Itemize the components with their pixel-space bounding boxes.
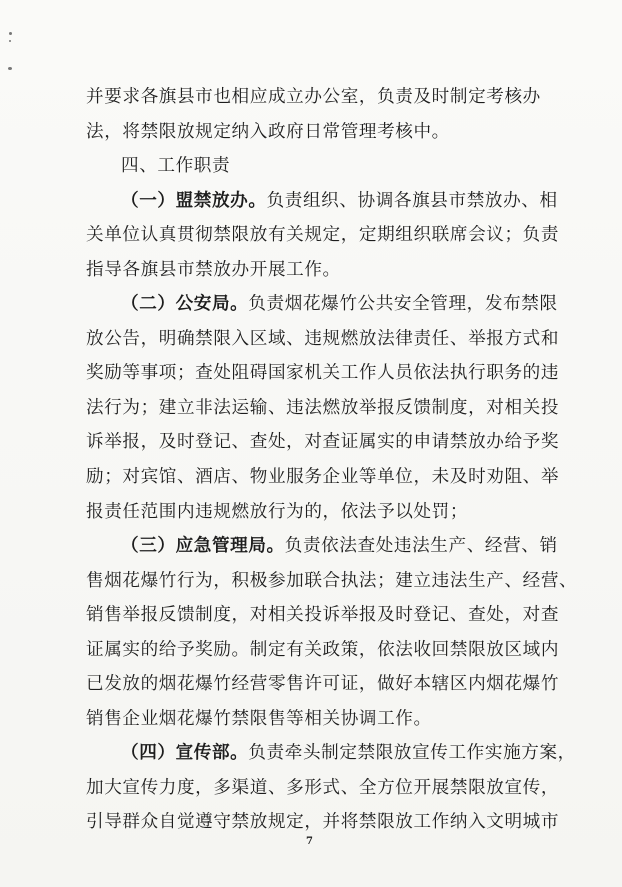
text-line: 奖励等事项；查处阻碍国家机关工作人员依法执行职务的违 [86, 363, 560, 384]
scan-speck [8, 67, 12, 70]
text-line: 法，将禁限放规定纳入政府日常管理考核中。 [86, 121, 450, 142]
item-text: 负责烟花爆竹公共安全管理，发布禁限 [248, 294, 558, 315]
text-line: 指导各旗县市禁放办开展工作。 [86, 259, 341, 280]
scan-speck [9, 40, 11, 42]
text-line: 诉举报，及时登记、查处，对查证属实的申请禁放办给予奖 [86, 432, 560, 453]
text-line: 报责任范围内违规燃放行为的，依法予以处罚； [86, 501, 469, 522]
section-heading: 四、工作职责 [121, 156, 231, 177]
text-line: 加大宣传力度，多渠道、多形式、全方位开展禁限放宣传， [86, 777, 560, 798]
item-first-line [86, 184, 558, 219]
item-text: 负责组织、协调各旗县市禁放办、相 [266, 190, 558, 211]
item-first-line [86, 287, 558, 322]
text-line: 销售举报反馈制度，对相关投诉举报及时登记、查处，对查 [86, 605, 560, 626]
scan-speck [9, 32, 12, 35]
document-body [86, 80, 578, 840]
item-title: （四）宣传部。 [121, 742, 249, 764]
item-title: （一）盟禁放办。 [121, 189, 267, 211]
text-line: 售烟花爆竹行为，积极参加联合执法；建立违法生产、经营、 [86, 570, 578, 591]
item-title: （二）公安局。 [121, 293, 249, 315]
item-text: 负责牵头制定禁限放宣传工作实施方案， [248, 743, 576, 764]
item-first-line [86, 529, 558, 564]
text-line: 励；对宾馆、酒店、物业服务企业等单位，未及时劝阻、举 [86, 467, 560, 488]
text-line: 关单位认真贯彻禁限放有关规定，定期组织联席会议；负责 [86, 225, 560, 246]
text-line: 法行为；建立非法运输、违法燃放举报反馈制度，对相关投 [86, 397, 560, 418]
text-line: 销售企业烟花爆竹禁限售等相关协调工作。 [86, 708, 432, 729]
item-title: （三）应急管理局。 [121, 535, 285, 557]
text-line: 证属实的给予奖励。制定有关政策，依法收回禁限放区域内 [86, 639, 560, 660]
item-text: 负责依法查处违法生产、经营、销 [284, 536, 558, 557]
page-number: 7 [306, 836, 313, 847]
text-line: 已发放的烟花爆竹经营零售许可证，做好本辖区内烟花爆竹 [86, 674, 560, 695]
item-first-line [86, 736, 576, 771]
text-line: 放公告，明确禁限入区域、违规燃放法律责任、举报方式和 [86, 328, 560, 349]
text-line: 并要求各旗县市也相应成立办公室，负责及时制定考核办 [86, 87, 541, 107]
text-line: 引导群众自觉遵守禁放规定，并将禁限放工作纳入文明城市 [86, 812, 560, 833]
